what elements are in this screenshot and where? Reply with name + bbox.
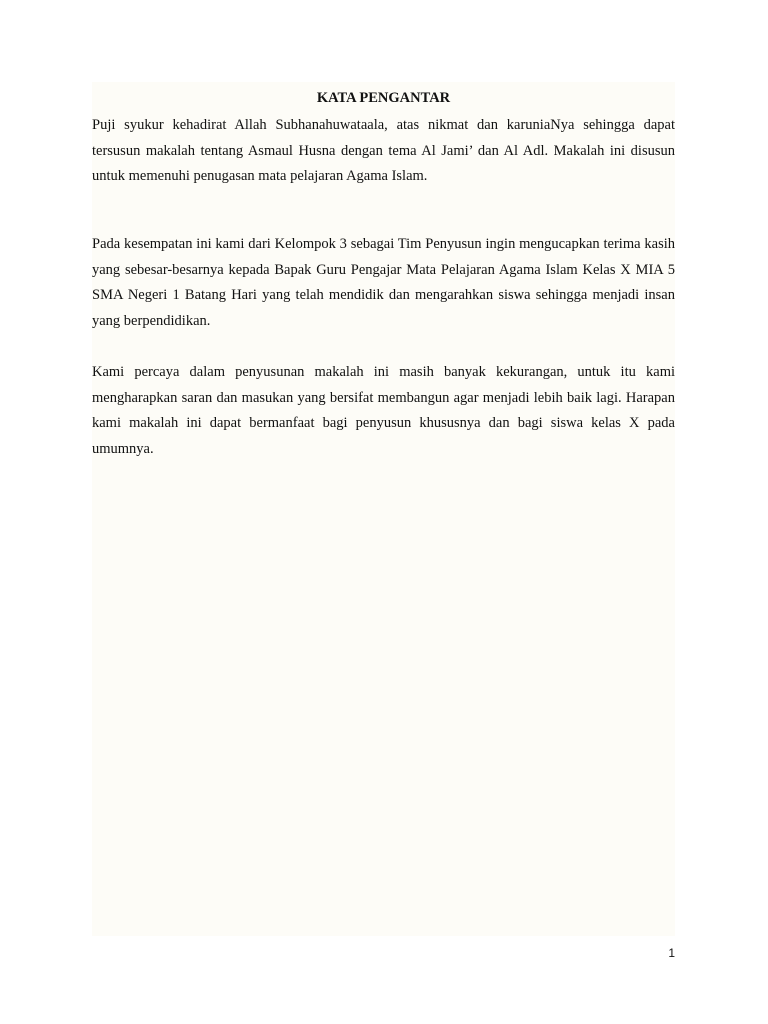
- document-title: KATA PENGANTAR: [316, 90, 451, 106]
- page-number: 1: [668, 946, 675, 960]
- paragraph-1: Puji syukur kehadirat Allah Subhanahuwataala, atas nikmat dan karuniaNya sehingga dapat tersusun makalah tentang Asmaul Husna dengan tema Al Jami’ dan Al Adl. Makalah ini disusun untuk memenuhi penugasan mata pelajaran Agama Islam.: [92, 117, 675, 184]
- paragraph-2: Pada kesempatan ini kami dari Kelompok 3 sebagai Tim Penyusun ingin mengucapkan terima kasih yang sebesar-besarnya kepada Bapak Guru Pengajar Mata Pelajaran Agama Islam Kelas X MIA 5 SMA Negeri 1 Batang Hari yang telah mendidik dan mengarahkan siswa sehingga menjadi insan yang berpendidikan.: [92, 236, 675, 329]
- document-body: [92, 82, 675, 936]
- paragraph-3: Kami percaya dalam penyusunan makalah ini masih banyak kekurangan, untuk itu kami mengharapkan saran dan masukan yang bersifat membangun agar menjadi lebih baik lagi. Harapan kami makalah ini dapat bermanfaat bagi penyusun khususnya dan bagi siswa kelas X pada umumnya.: [92, 364, 675, 457]
